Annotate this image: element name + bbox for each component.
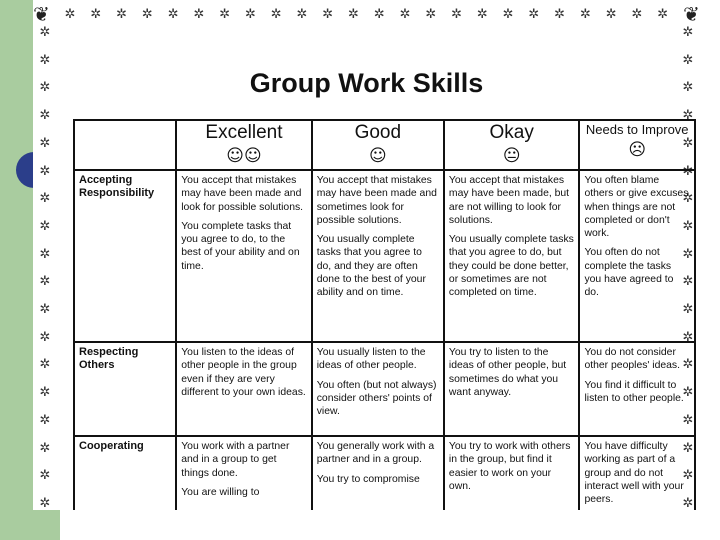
- vine-ornament-icon: ✲: [682, 25, 694, 40]
- table-cell: [579, 170, 695, 345]
- vine-ornament-icon: ✲: [682, 108, 694, 124]
- tree-ornament-icon: ❦: [683, 2, 700, 26]
- vine-ornament-icon: ✲: [39, 25, 51, 40]
- vine-ornament-icon: ✲: [39, 191, 51, 207]
- header-row: [74, 120, 695, 170]
- vine-ornament-icon: ✲: [682, 52, 694, 68]
- vine-ornament-icon: ✲: [39, 108, 51, 124]
- vine-ornament-icon: ✲: [682, 329, 694, 345]
- vine-ornament-icon: ✲: [167, 6, 179, 22]
- vine-ornament-icon: ✲: [322, 6, 334, 22]
- tree-ornament-icon: ❦: [33, 2, 50, 26]
- vine-ornament-icon: ✲: [348, 6, 359, 22]
- cell-text: You often (but not always) consider others' points of view.: [316, 379, 437, 418]
- table-cell: [176, 342, 312, 436]
- vine-ornament-icon: ✲: [39, 52, 51, 68]
- vine-ornament-icon: ✲: [39, 246, 51, 262]
- row-sublabel: Responsibility: [79, 186, 155, 199]
- vine-ornament-icon: ✲: [296, 6, 308, 22]
- cell-text: You generally work with a partner and in a group.: [316, 441, 435, 466]
- row-label: Accepting: [79, 174, 133, 186]
- vine-ornament-icon: ✲: [39, 385, 51, 401]
- vine-ornament-icon: ✲: [682, 191, 694, 207]
- cell-text: You try to listen to the ideas of other people, but sometimes do what you want anyway.: [448, 347, 567, 398]
- table-cell: [312, 170, 444, 342]
- vine-ornament-icon: ✲: [193, 6, 205, 22]
- rubric-table: [73, 119, 696, 510]
- table-cell: [312, 436, 444, 510]
- header-good: [312, 120, 444, 170]
- vine-ornament-icon: ✲: [682, 218, 694, 234]
- table-row: [74, 170, 695, 342]
- vine-ornament-icon: ✲: [682, 135, 694, 151]
- header-label: Okay: [489, 122, 534, 143]
- cell-text: You complete tasks that you agree to do, to the best of your ability and on time.: [181, 220, 300, 272]
- cell-text: You do not consider other peoples' ideas.: [584, 347, 681, 372]
- row-label-cell: [74, 342, 176, 436]
- vine-ornament-icon: ✲: [39, 329, 51, 345]
- smiley-icon: ☺: [368, 146, 387, 166]
- row-label: Respecting: [79, 346, 139, 358]
- row-sublabel: Others: [79, 358, 115, 371]
- vine-ornament-icon: ✲: [451, 6, 463, 22]
- page-title: Group Work Skills: [249, 68, 484, 98]
- row-label-cell: [74, 170, 176, 342]
- vine-ornament-icon: ✲: [244, 6, 256, 22]
- vine-ornament-icon: ✲: [39, 163, 51, 179]
- vine-ornament-icon: ✲: [39, 440, 51, 456]
- header-label: Good: [354, 122, 402, 143]
- double-smiley-icon: ☺☺: [226, 146, 262, 166]
- header-corner-cell: [74, 120, 176, 170]
- table-cell: [176, 170, 312, 342]
- cell-text: You accept that mistakes may have been made and sometimes look for possible solutions.: [316, 175, 437, 226]
- cell-text: You usually complete tasks that you agree to do, but they could be done better, or sometimes are not completed on time.: [448, 234, 574, 299]
- vine-ornament-icon: ✲: [219, 6, 231, 22]
- header-okay: [444, 120, 580, 170]
- vine-ornament-icon: ✲: [682, 274, 694, 290]
- header-label: Excellent: [205, 122, 283, 143]
- cell-text: You listen to the ideas of other people in the group even if they are very different to your own ideas.: [181, 347, 306, 398]
- vine-ornament-icon: ✲: [682, 246, 694, 262]
- slide-bottom-band: [60, 510, 720, 540]
- vine-ornament-icon: ✲: [682, 385, 694, 401]
- vine-ornament-icon: ✲: [39, 80, 51, 96]
- vine-ornament-icon: ✲: [39, 468, 51, 484]
- vine-ornament-icon: ✲: [682, 412, 694, 428]
- vine-ornament-icon: ✲: [682, 468, 694, 484]
- cell-text: You work with a partner and in a group to get things done.: [181, 441, 290, 479]
- row-label: Cooperating: [79, 440, 144, 452]
- row-label-cell: [74, 436, 176, 510]
- table-row: [74, 342, 695, 436]
- vine-ornament-icon: ✲: [39, 135, 51, 151]
- vine-ornament-icon: ✲: [605, 6, 617, 22]
- vine-ornament-icon: ✲: [682, 495, 694, 510]
- cell-text: You try to compromise: [316, 473, 420, 485]
- vine-ornament-icon: ✲: [528, 6, 540, 22]
- vine-ornament-icon: ✲: [425, 6, 437, 22]
- cell-text: You usually complete tasks that you agree to do, and they are often done to the best of your ability and on time.: [316, 234, 426, 299]
- vine-ornament-icon: ✲: [657, 6, 669, 22]
- decorative-border-top: [33, 4, 700, 24]
- vine-ornament-icon: ✲: [682, 357, 694, 373]
- vine-ornament-icon: ✲: [399, 6, 411, 22]
- vine-ornament-icon: ✲: [682, 302, 694, 318]
- cell-text: You find it difficult to listen to other people.: [584, 379, 684, 404]
- vine-ornament-icon: ✲: [631, 6, 643, 22]
- vine-ornament-icon: ✲: [39, 412, 51, 428]
- vine-ornament-icon: ✲: [64, 6, 76, 22]
- cell-text: You accept that mistakes may have been made, but are not willing to look for solutions.: [448, 175, 570, 226]
- table-cell: [444, 436, 580, 510]
- table-row: [74, 436, 695, 510]
- vine-ornament-icon: ✲: [39, 302, 51, 318]
- vine-ornament-icon: ✲: [270, 6, 282, 22]
- table-cell: [176, 436, 312, 510]
- table-cell: [579, 342, 695, 436]
- cell-text: You usually listen to the ideas of other people.: [316, 347, 426, 372]
- vine-ornament-icon: ✲: [682, 80, 694, 96]
- cell-text: You have difficulty working as part of a group and do not interact well with your peers.: [584, 441, 684, 506]
- vine-ornament-icon: ✲: [682, 440, 694, 456]
- vine-ornament-icon: ✲: [579, 6, 591, 22]
- table-cell: [444, 342, 580, 436]
- table-cell: [312, 342, 444, 436]
- vine-ornament-icon: ✲: [682, 163, 694, 179]
- vine-ornament-icon: ✲: [39, 495, 51, 510]
- header-excellent: [176, 120, 312, 170]
- cell-text: You often do not complete the tasks you have agreed to do.: [584, 247, 674, 299]
- table-cell: [579, 436, 695, 510]
- header-needs-to-improve: [579, 120, 695, 170]
- neutral-face-icon: 😐: [502, 146, 521, 166]
- cell-text: You often blame others or give excuses when things are not completed or don't work.: [584, 175, 689, 240]
- vine-ornament-icon: ✲: [373, 6, 385, 22]
- header-label: Needs to Improve: [585, 122, 689, 137]
- cell-text: You are willing to: [181, 486, 260, 498]
- vine-ornament-icon: ✲: [39, 357, 51, 373]
- vine-ornament-icon: ✲: [116, 6, 128, 22]
- rubric-sheet: [33, 0, 700, 510]
- vine-ornament-icon: ✲: [141, 6, 153, 22]
- vine-ornament-icon: ✲: [554, 6, 566, 22]
- vine-ornament-icon: ✲: [90, 6, 102, 22]
- cell-text: You try to work with others in the group, but find it easier to work on your own.: [448, 441, 571, 492]
- vine-ornament-icon: ✲: [39, 274, 51, 290]
- table-cell: [444, 170, 580, 342]
- vine-ornament-icon: ✲: [39, 218, 51, 234]
- cell-text: You accept that mistakes may have been made and look for possible solutions.: [181, 175, 304, 213]
- vine-ornament-icon: ✲: [476, 6, 488, 22]
- frown-face-icon: ☹: [628, 140, 647, 160]
- vine-ornament-icon: ✲: [502, 6, 514, 22]
